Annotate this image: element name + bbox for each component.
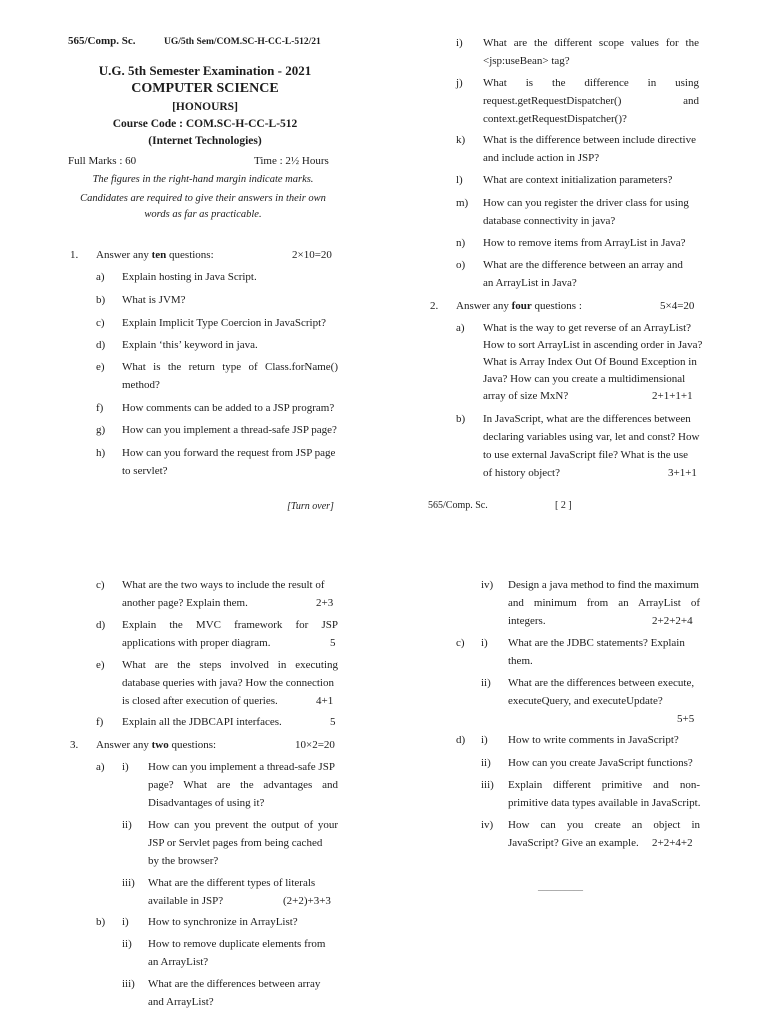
item-text: What are the differences between execute, (508, 677, 695, 689)
subitem-label: iv) (481, 579, 494, 591)
item-label: d) (96, 339, 106, 351)
subitem-label: ii) (122, 938, 132, 950)
question-marks: 2×10=20 (292, 249, 332, 261)
item-text: What are the different types of literals (148, 877, 316, 889)
item-text: What is the return type of Class.forName() (122, 361, 338, 373)
item-text: to use external JavaScript file? What is the use (483, 449, 689, 461)
item-text: How to remove items from ArrayList in Java? (483, 237, 686, 249)
subitem-label: i) (122, 916, 129, 928)
item-text: What is the way to get reverse of an ArrayList? (483, 322, 692, 334)
course-name: (Internet Technologies) (148, 135, 262, 147)
item-text: How comments can be added to a JSP program? (122, 402, 335, 414)
item-text: executeQuery, and executeUpdate? (508, 695, 663, 707)
item-text: database connectivity in java? (483, 215, 616, 227)
question-instruction: Answer any four questions : (456, 300, 582, 312)
item-label: m) (456, 197, 469, 209)
item-marks: 3+1+1 (668, 467, 697, 479)
subitem-label: i) (481, 734, 488, 746)
item-text: primitive data types available in JavaScript. (508, 797, 701, 809)
instruction-marks: The figures in the right-hand margin indicate marks. (92, 174, 314, 185)
item-text: JavaScript? Give an example. (508, 837, 639, 849)
item-text: Explain ‘this’ keyword in java. (122, 339, 258, 351)
item-marks: 5+5 (677, 713, 695, 725)
paper-code: 565/Comp. Sc. (68, 35, 136, 47)
question-instruction: Answer any two questions: (96, 739, 217, 751)
item-text: What is Array Index Out Of Bound Exception in (483, 356, 697, 368)
item-text: and ArrayList? (148, 996, 214, 1008)
item-text: Explain all the JDBCAPI interfaces. (122, 716, 282, 728)
item-marks: 2+3 (316, 597, 334, 609)
subitem-label: ii) (122, 819, 132, 831)
item-text: What are the different scope values for the (483, 37, 699, 49)
item-label: f) (96, 402, 104, 414)
item-label: g) (96, 424, 106, 436)
item-label: e) (96, 659, 105, 671)
item-text: and minimum from an ArrayList of (508, 597, 700, 609)
item-label: b) (96, 294, 106, 306)
item-text: What are the difference between an array and (483, 259, 683, 271)
item-text: by the browser? (148, 855, 219, 867)
question-number: 1. (70, 249, 79, 261)
question-marks: 10×2=20 (295, 739, 335, 751)
item-text: Design a java method to find the maximum (508, 579, 699, 591)
item-label: i) (456, 37, 463, 49)
item-text: What is the difference in using (483, 77, 699, 89)
item-label: c) (96, 579, 105, 591)
subitem-label: i) (122, 761, 129, 773)
item-text: Explain hosting in Java Script. (122, 271, 257, 283)
page-code: 565/Comp. Sc. (428, 500, 488, 511)
item-text: How to sort ArrayList in ascending order in Java? (483, 339, 703, 351)
item-text: How can you prevent the output of your (148, 819, 338, 831)
item-text: What are the steps involved in executing (122, 659, 338, 671)
item-label: k) (456, 134, 466, 146)
item-label: f) (96, 716, 104, 728)
item-marks: 4+1 (316, 695, 334, 707)
item-label: j) (456, 77, 463, 89)
course-code: Course Code : COM.SC-H-CC-L-512 (112, 118, 298, 130)
item-text: What are the differences between array (148, 978, 321, 990)
item-label: o) (456, 259, 466, 271)
paper-id: UG/5th Sem/COM.SC-H-CC-L-512/21 (164, 37, 321, 47)
subitem-label: iii) (122, 978, 135, 990)
question-number: 2. (430, 300, 439, 312)
item-text: Explain different primitive and non- (508, 779, 700, 791)
item-label: a) (96, 271, 105, 283)
item-marks: 5 (330, 637, 336, 649)
time-allowed: Time : 2½ Hours (254, 155, 329, 167)
item-label: n) (456, 237, 466, 249)
subitem-label: iii) (122, 877, 135, 889)
subitem-label: iv) (481, 819, 494, 831)
item-text: What are the JDBC statements? Explain (508, 637, 685, 649)
item-label: l) (456, 174, 463, 186)
item-text: an ArrayList in Java? (483, 277, 577, 289)
item-text: method? (122, 379, 160, 391)
item-text: How can you implement a thread-safe JSP page? (122, 424, 337, 436)
item-text: another page? Explain them. (122, 597, 248, 609)
turn-over-note: [Turn over] (287, 501, 334, 512)
question-marks: 5×4=20 (660, 300, 695, 312)
full-marks: Full Marks : 60 (68, 155, 137, 167)
item-label: a) (456, 322, 465, 334)
item-text: How can you create an object in (508, 819, 700, 831)
item-marks: (2+2)+3+3 (283, 895, 331, 907)
item-text: Explain Implicit Type Coercion in JavaScript? (122, 317, 327, 329)
subitem-label: ii) (481, 757, 491, 769)
item-text: to servlet? (122, 465, 168, 477)
item-text: request.getRequestDispatcher() and (483, 95, 699, 107)
item-text: Explain the MVC framework for JSP (122, 619, 338, 631)
item-label: d) (96, 619, 106, 631)
item-marks: 5 (330, 716, 336, 728)
item-text: <jsp:useBean> tag? (483, 55, 570, 67)
item-text: declaring variables using var, let and const? How (483, 431, 700, 443)
item-label: h) (96, 447, 106, 459)
page-number: [ 2 ] (555, 500, 572, 511)
item-text: database queries with java? How the connection (122, 677, 334, 689)
item-text: array of size MxN? (483, 390, 569, 402)
item-text: JSP or Servlet pages from being cached (148, 837, 323, 849)
item-label: c) (456, 637, 465, 649)
item-text: How can you forward the request from JSP page (122, 447, 336, 459)
item-marks: 2+1+1+1 (652, 390, 693, 402)
item-text: context.getRequestDispatcher()? (483, 113, 627, 125)
item-text: How to write comments in JavaScript? (508, 734, 679, 746)
question-number: 3. (70, 739, 79, 751)
honours-label: [HONOURS] (172, 101, 238, 113)
item-text: available in JSP? (148, 895, 224, 907)
item-text: an ArrayList? (148, 956, 209, 968)
item-label: b) (456, 413, 466, 425)
subitem-label: i) (481, 637, 488, 649)
item-label: e) (96, 361, 105, 373)
item-text: and include action in JSP? (483, 152, 600, 164)
item-text: is closed after execution of queries. (122, 695, 278, 707)
item-text: How to remove duplicate elements from (148, 938, 326, 950)
item-text: page? What are the advantages and (148, 779, 338, 791)
item-text: How can you register the driver class for using (483, 197, 689, 209)
instruction-own-words: Candidates are required to give their answers in their own words as far as practicable. (80, 193, 326, 220)
item-marks: 2+2+2+4 (652, 615, 693, 627)
item-text: applications with proper diagram. (122, 637, 271, 649)
item-text: What are context initialization parameters? (483, 174, 673, 186)
subitem-label: iii) (481, 779, 494, 791)
item-label: c) (96, 317, 105, 329)
exam-title: U.G. 5th Semester Examination - 2021 (98, 63, 312, 78)
item-text: In JavaScript, what are the differences between (483, 413, 691, 425)
end-rule: __________ (538, 882, 583, 892)
item-text: them. (508, 655, 533, 667)
item-text: integers. (508, 615, 546, 627)
item-text: How can you implement a thread-safe JSP (148, 761, 335, 773)
item-text: How can you create JavaScript functions? (508, 757, 693, 769)
item-label: d) (456, 734, 466, 746)
item-label: a) (96, 761, 105, 773)
item-text: Disadvantages of using it? (148, 797, 265, 809)
item-text: of history object? (483, 467, 560, 479)
question-instruction: Answer any ten questions: (96, 249, 214, 261)
subitem-label: ii) (481, 677, 491, 689)
item-text: What is JVM? (122, 294, 186, 306)
item-text: Java? How can you create a multidimensional (483, 373, 686, 385)
item-label: b) (96, 916, 106, 928)
item-text: How to synchronize in ArrayList? (148, 916, 298, 928)
subject-title: COMPUTER SCIENCE (131, 81, 279, 96)
item-marks: 2+2+4+2 (652, 837, 693, 849)
item-text: What are the two ways to include the result of (122, 579, 325, 591)
item-text: What is the difference between include directive (483, 134, 696, 146)
